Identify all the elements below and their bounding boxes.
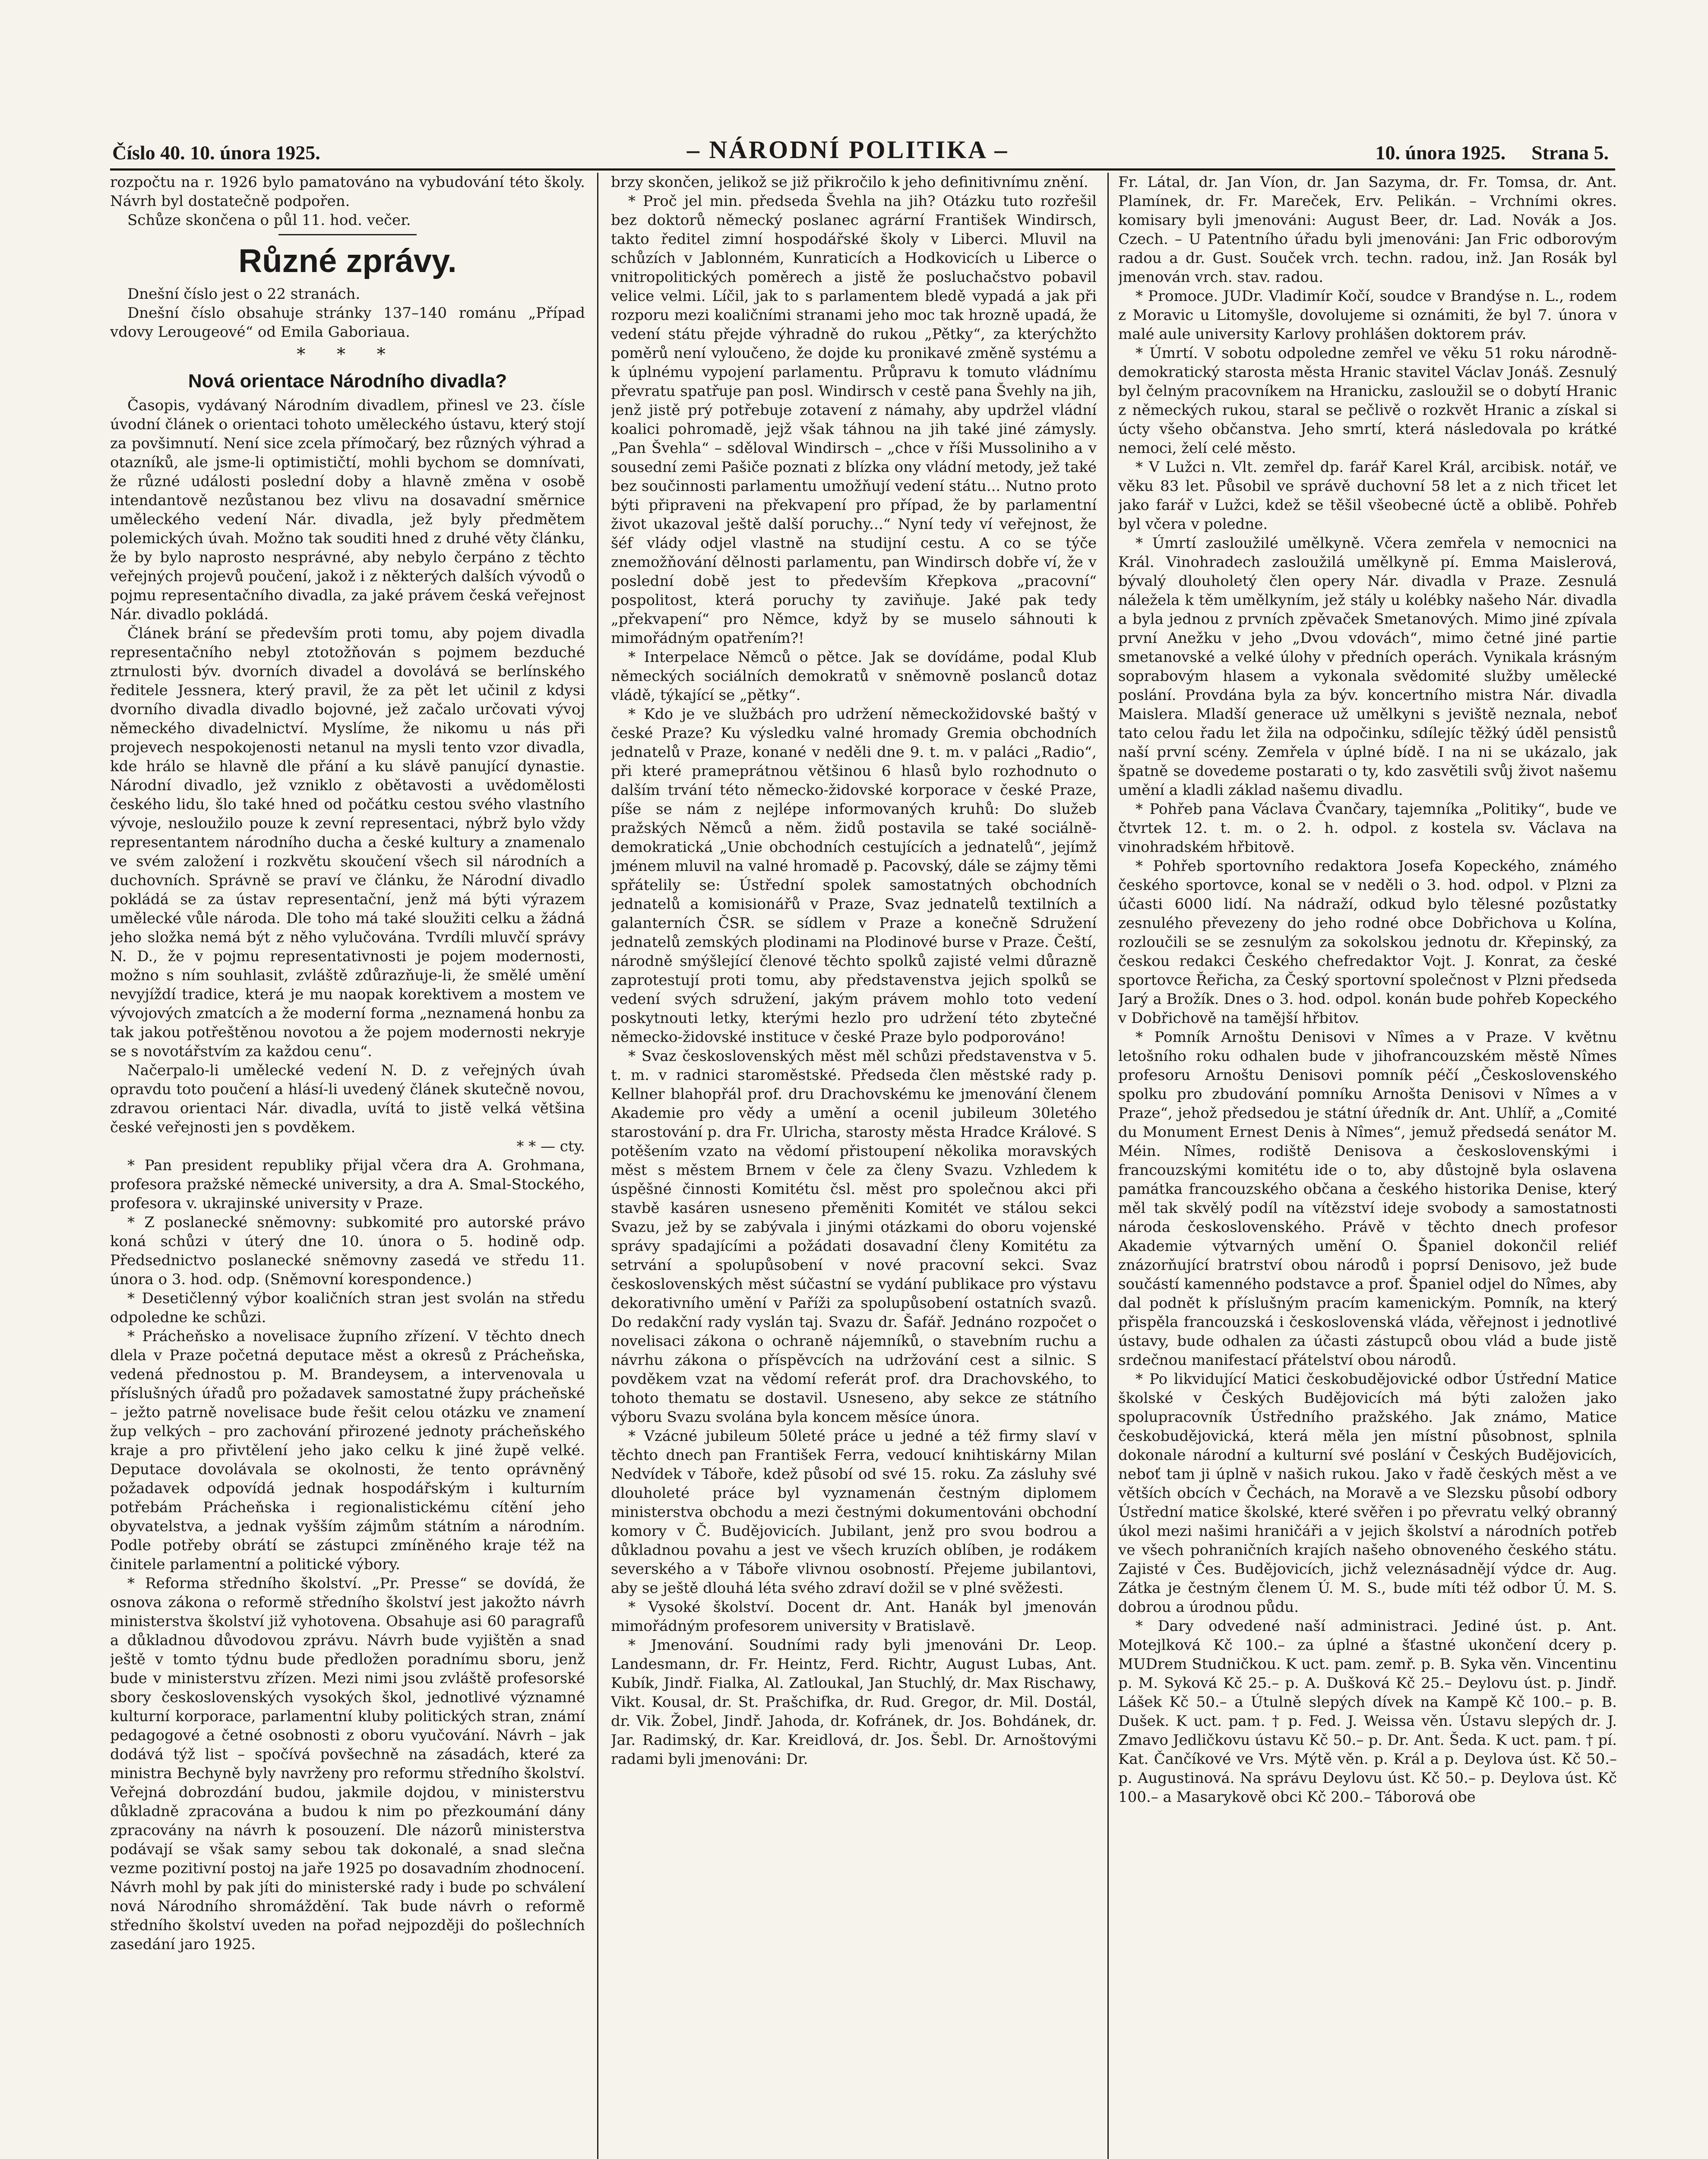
article-headline: Nová orientace Národního divadla? (188, 370, 507, 392)
header-date: 10. února 1925. (1375, 142, 1506, 164)
article-paragraph: brzy skončen, jelikož se již přikročilo k jeho definitivnímu znění. (611, 174, 1088, 191)
news-item: * V Lužci n. Vlt. zemřel dp. farář Karel Král, arcibisk. notář, ve věku 83 let. Působil ve správě duchovní 58 let a z nich třicet let jako farář v Lužci, kdež se těšil všeobecné úctě a oblibě. Pohřeb byl včera v poledne. (1118, 459, 1617, 533)
news-item: * Promoce. JUDr. Vladimír Kočí, soudce v Brandýse n. L., rodem z Moravic u Litomyšle, dovolujeme si oznámiti, že byl 7. února v malé aule university Karlovy prohlášen doktorem práv. (1118, 288, 1617, 343)
news-item: * Prácheňsko a novelisace župního zřízení. V těchto dnech dlela v Praze početná deputace měst a okresů z Prácheňska, vedená přednostou p. M. Brandeysem, a intervenovala u příslušných úřadů pro požadavek samostatné župy prácheňské – ježto patrně novelisace bude řešit celou otázku ve znamení žup velkých – pro zachování přirozené jednoty prácheňského kraje a pro přivtělení jeho jako celku k jiné župě velké. Deputace dovolávala se okolnosti, že tento oprávněný požadavek odpovídá jednak hospodářským i kulturním potřebám Prácheňska i regionalistickému cítění jeho obyvatelstva, a jednak vyšším zájmům státním a národním. Podle potřeby obrátí se zástupci zmíněného kraje též na činitele parlamentní a politické výbory. (110, 1328, 585, 1573)
article-paragraph: Dnešní číslo jest o 22 stranách. (127, 285, 361, 303)
news-item: * Úmrtí. V sobotu odpoledne zemřel ve věku 51 roku národně-demokratický starosta města Hranic stavitel Václav Jonáš. Zesnulý byl čelným pracovníkem na Hranicku, zasloužil se o dobytí Hranic z německých rukou, staral se pečlivě o rozkvět Hranic a získal si úcty všeho občanstva. Jeho smrtí, která následovala po krátké nemoci, želí celé město. (1118, 345, 1617, 457)
section-title: Různé zprávy. (238, 243, 457, 279)
header-right (1376, 141, 1609, 164)
masthead: – NÁRODNÍ POLITIKA – (686, 136, 1009, 164)
news-item: * Vzácné jubileum 50leté práce u jedné a též firmy slaví v těchto dnech pan František Ferra, vedoucí knihtiskárny Milan Nedvídek v Táboře, kdež působí od své 15. roku. Za zásluhy své dlouholeté práce byl vyznamenán čestným diplomem ministerstva obchodu a mezi čestnými dokumentováni obchodní komory v Č. Budějovicích. Jubilant, jenž pro svou bodrou a důkladnou povahu a jest ve všech kruzích oblíben, je rodákem severského a v Táboře vlivnou osobností. Přejeme jubilantovi, aby se ještě dlouhá léta svého zdraví dožil se v plné svěžesti. (611, 1428, 1097, 1597)
issue-number: Číslo 40. 10. února 1925. (112, 142, 320, 164)
news-item: * Po likvidující Matici českobudějovické odbor Ústřední Matice školské v Českých Budějovicích má býti založen jako spolupracovník Ústředního pražského. Jak známo, Matice českobudějovická, která měla jen místní působnost, splnila dokonale národní a kulturní své poslání v Českých Budějovicích, neboť tam ji úplně v našich rukou. Jako v řadě českých měst a ve větších obcích v Čechách, na Moravě a ve Slezsku působí odbory Ústřední matice školské, které svěřen i po převratu velký obranný úkol mezi našimi hraničáři a v jejich školství a národních potřeb ve všech pohraničních krajích našeho obnoveného českého státu. Zajisté v Čes. Budějovicích, jichž veleznásadnějí výdce dr. Aug. Zátka je čestným členem Ú. M. S., bude míti též odbor Ú. M. S. dobrou a úrodnou půdu. (1118, 1371, 1617, 1616)
article-paragraph: Článek brání se především proti tomu, aby pojem divadla representačního nebyl ztotožňován s pojmem bezduché ztrnulosti býv. dvorních divadel a dovolává se berlínského ředitele Jessnera, který pravil, že za pět let učinil z kdysi dvorního divadla divadlo bojovné, jež začalo určovati vývoj německého divadelnictví. Myslíme, že nikomu u nás při projevech nespokojenosti netanul na mysli tento vzor divadla, kde hrálo se hlavně dle přání a ku slávě panující dynastie. Národní divadlo, jež vzniklo z obětavosti a uvědomělosti českého lidu, šlo také hned od počátku cestou svého vlastního vývoje, nesloužilo pouze k zevní representaci, nýbrž bylo vždy representantem národního ducha a české kultury a znamenalo ve svém založení i rozkvětu skoučení všech sil národních a duchovních. Správně se praví ve článku, že Národní divadlo pokládá se za ústav representační, jenž má býti výrazem umělecké vůle národa. Dle toho má také sloužiti celku a žádná jeho složka nemá být z něho vylučována. Tvrdíli mluvčí správy N. D., že v pojmu representativnosti je pojem modernosti, možno s ním souhlasit, zvláště zdůrazňuje-li, že smělé umění nevyjíždí tradice, která je mu naopak korektivem a mostem ve vývojových zmatcích a že moderní forma „neznamená honbu za tak jakou potřeštěnou novotou a že pojem modernosti nekryje se s novotářstvím za každou cenu“. (110, 625, 585, 1060)
news-item: * Svaz československých měst měl schůzi představenstva v 5. t. m. v radnici staroměstské. Předseda člen městské rady p. Kellner blahopřál prof. dru Drachovskému ke jmenování členem Akademie pro vědy a umění a ocenil jubileum 30letého starostování p. dra Fr. Ulricha, starosty města Hradce Králové. S potěšením vzato na vědomí přistoupení několika moravských měst s městem Brnem v čele za členy Svazu. Vzhledem k úspěšné činnosti Komitétu čsl. měst pro společnou akci při stavbě kasáren usneseno přeměniti Komitét ve stálou sekci Svazu, jež by se zabývala i jinými otázkami do oboru vojenské správy spadajícími a požádati dosavadní členy Komitétu za setrvání a spolupůsobení v nové pracovní sekci. Svaz československých měst súčastní se vydání publikace pro výstavu dekorativního umění v Paříži za spolupůsobení ostatních svazů. Do redakční rady vyslán taj. Svazu dr. Šafář. Jednáno rozpočet o novelisaci zákona o ochraně nájemníků, o stavebním ruchu a návrhu zákona o příspěvcích na udržování cest a silnic. S povděkem vzat na vědomí referát prof. dra Drachovského, to tohoto thematu se dostavil. Usneseno, aby sekce ze státního výboru Svazu svolána byla koncem měsíce února. (611, 1048, 1097, 1426)
news-item: * Reforma středního školství. „Pr. Presse“ se dovídá, že osnova zákona o reformě středního školství jest jakožto návrh ministerstva školství již vyhotovena. Obsahuje asi 60 paragrafů a důkladnou důvodovou zprávu. Návrh bude vyjištěn a snad ještě v tomto týdnu bude předložen poradnímu sboru, jenž bude v ministerstvu zřízen. Mezi nimi jsou zvláště profesorské sbory československých vysokých škol, jednotlivé významné kulturní korporace, parlamentní kluby politických stran, známí pedagogové a četné osobnosti z oboru vyučování. Návrh – jak dodává týž list – spočívá povšechně na zásadách, které za ministra Bechyně byly navrženy pro reformu středního školství. Veřejná dobrozdání budou, jakmile dojdou, v ministerstvu důkladně zpracována a budou k nim po přezkoumání dány zpracovány na návrh k posouzení. Dle názorů ministerstva podávají se však samy sebou tak dokonalé, a snad slečna vezme pozitivní postoj na jaře 1925 po dosavadním zhodnocení. Návrh mohl by pak jíti do ministerské rady i bude po schválení nová Národního shromáždění. Tak bude návrh o reformě středního školství uveden na pořad nejpozději do pošlechních zasedání jaro 1925. (110, 1575, 585, 1953)
column-1 (110, 173, 585, 2159)
news-item: * Kdo je ve službách pro udržení německožidovské baštý v české Praze? Ku výsledku valné hromady Gremia obchodních jednatelů v Praze, konané v neděli dne 9. t. m. v paláci „Radio“, při které prameprátnou většinou 6 hlasů bylo rozhodnuto o dalším trvání této německo-židovské korporace v české Praze, píše se nám z nejlépe informovaných kruhů: Do služeb pražských Němců a něm. židů postavila se také sociálně-demokratická „Unie obchodních cestujících a jednatelů“, jejímž jménem mluvil na valné hromadě p. Pacovský, dále se zájmy těmi spřátelily se: Ústřední spolek samostatných obchodních jednatelů a komisionářů v Praze, Svaz jednatelů textilních a galanterních ČSR. se sídlem v Praze a konečně Sdružení jednatelů zemských plodinami na Plodinové burse v Praze. Čeští, národně smýšlející členové těchto spolků zajisté velmi důrazně zaprotestují proti tomu, aby představenstva jejich spolků se vedení svých sdružení, jakým právem mohlo toto vedení poskytnouti letky, kterými hezlo pro udržení této zbytečné německo-židovské instituce v české Praze bylo podporováno! (611, 706, 1097, 1046)
page-header (112, 125, 1609, 164)
column-divider (597, 173, 598, 2159)
news-item: * Pohřeb sportovního redaktora Josefa Kopeckého, známého českého sportovce, konal se v neděli o 3. hod. odpol. v Plzni za účasti 6000 lidí. Na nádraží, odkud bylo tělesné pozůstatky zesnulého převezeny do jeho rodné obce Dobřichova u Kolína, rozloučili se se zesnulým za sokolskou jednotu dr. Křepinský, za českou redakci Českého chefredaktor Vojt. J. Konrat, za české sportovce Řeřicha, za Český sportovní společnost v Plzni předseda Jarý a Brožík. Dnes o 3. hod. odpol. konán bude pohřeb Kopeckého v Dobřichově na tamější hřbitov. (1118, 858, 1617, 1027)
news-item: * Vysoké školství. Docent dr. Ant. Hanák byl jmenován mimořádným profesorem university v Bratislavě. (611, 1599, 1097, 1635)
section-rule (278, 234, 417, 235)
news-item: * Desetičlenný výbor koaličních stran jest svolán na středu odpoledne ke schůzi. (110, 1290, 585, 1326)
news-item: * Z poslanecké sněmovny: subkomité pro autorské právo koná schůzi v úterý dne 10. února o 5. hodině odp. Předsednictvo poslanecké sněmovny zasedá ve středu 11. února o 3. hod. odp. (Sněmovní korespondence.) (110, 1214, 585, 1288)
article-paragraph: Časopis, vydávaný Národním divadlem, přinesl ve 23. čísle úvodní článek o orientaci tohoto uměleckého ústavu, který stojí za povšimnutí. Není sice zcela přímočarý, bez různých výhrad a otazníků, ale jsme-li optimističtí, mohli bychom se domnívati, že různé události poslední doby a hlavně změna v osobě intendantově nezůstanou bez vlivu na dosavadní směrnice uměleckého vedení Nár. divadla, jež byly předmětem polemických úvah. Možno tak souditi hned z druhé věty článku, že by bylo naprosto nesprávné, aby nebylo čerpáno z těchto veřejných projevů poučení, jakož i z některých dalších vývodů o pojmu representačního divadla, za jaké právem česká veřejnost Nár. divadlo pokládá. (110, 397, 585, 623)
article-paragraph: rozpočtu na r. 1926 bylo pamatováno na vybudování této školy. Návrh byl dostatečně podpořen. (110, 174, 585, 210)
news-item: * Pohřeb pana Václava Čvančary, tajemníka „Politiky“, bude ve čtvrtek 12. t. m. o 2. h. odpol. z kostela sv. Václava na vinohradském hřbitově. (1118, 801, 1617, 856)
news-item: * Proč jel min. předseda Švehla na jih? Otázku tuto rozřešil bez doktorů německý poslanec agrární František Windirsch, takto ředitel zimní hospodářské školy v Liberci. Mluvil na schůzích v Jablonném, Kunraticích a Hodkovicích u Liberce o vnitropolitických poměrech a jistě že posluchačstvo pobavil velice velmi. Líčil, jak to s parlamentem bledě vypadá a jak při rozporu mezi koaličními stranami jeho moc tak hrozně upadá, že vedení státu přejde výhradně do rukou „Pětky“, za kterýchžto poměrů není vyloučeno, že dojde ku pronikavé změně systému a k úplnému vypojení parlamentu. Průpravu k tomuto vládnímu převratu spatřuje pan posl. Windirsch v cestě pana Švehly na jih, jenž jistě prý potřebuje zotavení z námahy, aby updržel vládní koalici pohromadě, jejž však táhnou na jih také jiné zámysly. „Pan Švehla“ – sděloval Windirsch – „chce v říši Mussoliniho a v sousední zemi Pašiče poznati z blízka ony vládní metody, jež také bez součinnosti parlamentu umožňují vedení státu... Nutno proto býti připraveni na překvapení pro případ, že by parlamentní život ukazoval ještě další poruchy...“ Nyní tedy ví veřejnost, že šéf vlády odjel vlastně na studijní cestu. A co se týče znemožňování dělnosti parlamentu, pan Windirsch dobře ví, že v poslední době jest to především Křepkova „pracovní“ pospolitost, která poruchy ty zaviňuje. Jaké pak tedy „překvapení“ pro Němce, když by se muselo sáhnouti k mimořádným opatřením?! (611, 193, 1097, 647)
article-paragraph: Dnešní číslo obsahuje stránky 137–140 románu „Případ vdovy Lerougeové“ od Emila Gaboriaua. (110, 304, 585, 341)
column-2 (611, 173, 1097, 2159)
separator-stars: * * * (297, 345, 399, 364)
header-rule (110, 168, 1615, 171)
article-paragraph: Fr. Látal, dr. Jan Víon, dr. Jan Sazyma, dr. Fr. Tomsa, dr. Ant. Plamínek, dr. Fr. Mareček, Erv. Pelikán. – Vrchními okres. komisary byli jmenováni: August Beer, dr. Lad. Novák a Jos. Czech. – U Patentního úřadu byli jmenováni: Jan Fric odborovým radou a dr. Gust. Souček vrch. techn. radou, inž. Jan Rosák byl jmenován vrch. stav. radou. (1118, 174, 1617, 286)
news-item: * Úmrtí zasloužilé umělkyně. Včera zemřela v nemocnici na Král. Vinohradech zasloužilá umělkyně pí. Emma Maislerová, bývalý dlouholetý člen opery Nár. divadla v Praze. Zesnulá náležela k těm umělkyním, jež stály u kolébky našeho Nár. divadla a byla jednou z prvních zpěvaček Smetanových. Mimo jiné zpívala první Anežku v jeho „Dvou vdovách“, mimo četné jiné partie smetanovské a velké úlohy v předních operách. Vynikala krásným soprabovým hlasem a vykonala svědomité služby umělecké poslání. Provdána byla za býv. koncertního mistra Nár. divadla Maislera. Mladší generace už umělkyni s jeviště neznala, neboť tato celou řadu let žila na odpočinku, sdílejíc těžký úděl pensistů naší první scény. Zemřela v úplné bídě. I na ni se ukázalo, jak špatně se dovedeme postarati o ty, kdo zasvětili svůj život našemu umění a kladli základ našemu divadlu. (1118, 535, 1617, 799)
column-divider (1107, 173, 1109, 2159)
news-item: * Jmenování. Soudními rady byli jmenováni Dr. Leop. Landesmann, dr. Fr. Heintz, Ferd. Richtr, August Lubas, Ant. Kubík, Jindř. Fialka, Al. Zatloukal, Jan Stuchlý, dr. Max Rischawy, Vikt. Kousal, dr. St. Prašchifka, dr. Rud. Gregor, dr. Mil. Dostál, dr. Vik. Žobel, Jindř. Jahoda, dr. Kofránek, dr. Jos. Bohdánek, dr. Jar. Radimský, dr. Kar. Kreidlová, dr. Jos. Šebl. Dr. Arnoštovými radami byli jmenováni: Dr. (611, 1637, 1097, 1768)
article-paragraph: Schůze skončena o půl 11. hod. večer. (127, 212, 411, 229)
article-signature: * * — cty. (516, 1138, 585, 1155)
news-item: * Dary odvedené naší administraci. Jediné úst. p. Ant. Motejlková Kč 100.– za úplné a šťastné ukončení dcery p. MUDrem Studničkou. K uct. pam. zemř. p. B. Syka věn. Vincentinu p. M. Syková Kč 25.– p. A. Dušková Kč 25.– Deylovu úst. p. Jindř. Lášek Kč 50.– a Útulně slepých dívek na Kampě Kč 100.– p. B. Dušek. K uct. pam. † p. Fed. J. Weissa věn. Ústavu slepých dr. J. Zmavo Jedličkovu ústavu Kč 50.– p. Dr. Ant. Šeda. K uct. pam. † pí. Kat. Čančíkové ve Vrs. Mýtě věn. p. Král a p. Deylova úst. Kč 50.– p. Augustinová. Na správu Deylovu úst. Kč 50.– p. Deylova úst. Kč 100.– a Masarykově obci Kč 200.– Táborová obe (1118, 1618, 1617, 1806)
column-3 (1118, 173, 1617, 2159)
news-item: * Interpelace Němců o pětce. Jak se dovídáme, podal Klub německých sociálních demokratů v sněmovně poslanců dotaz vládě, týkající se „pětky“. (611, 649, 1097, 704)
news-item: * Pomník Arnoštu Denisovi v Nîmes a v Praze. V květnu letošního roku odhalen bude v jihofrancouzském městě Nîmes profesoru Arnoštu Denisovi pomník péčí „Československého spolku pro zbudování pomníku Arnošta Denisovi v Nîmes a v Praze“, jehož předsedou je státní úředník dr. Ant. Uhlíř, a „Comité du Monument Ernest Denis à Nîmes“, jemuž předsedá senátor M. Méin. Nîmes, rodiště Denisova a československými i francouzskými komitétu ide o to, aby důstojně byla oslavena památka francouzského občana a českého historika Denise, který měl tak skvělý podíl na vítězství ideje svobody a samostatnosti národa československého. Právě v těchto dnech profesor Akademie výtvarných umění O. Španiel dokončil reliéf znázorňující bratrství obou národů i poprsí Denisovo, jež bude součástí kamenného podstavce a prof. Španiel odjel do Nîmes, aby dal podnět k příslušným pracím kamenickým. Pomník, na který přispěla francouzská i československá vláda, věřejnost i jednotlivé ústavy, bude odhalen za účasti zástupců obou vlád a bude jistě srdečnou manifestací přátelství obou národů. (1118, 1029, 1617, 1369)
page-number: Strana 5. (1531, 142, 1609, 164)
article-paragraph: Načerpalo-li umělecké vedení N. D. z veřejných úvah opravdu toto poučení a hlásí-li uvedený článek skutečně novou, zdravou orientaci Nár. divadla, uvítá to jistě velká většina české veřejnosti jen s povděkem. (110, 1062, 585, 1136)
news-item: * Pan president republiky přijal včera dra A. Grohmana, profesora pražské německé university, a dra A. Smal-Stockého, profesora v. ukrajinské university v Praze. (110, 1157, 585, 1212)
